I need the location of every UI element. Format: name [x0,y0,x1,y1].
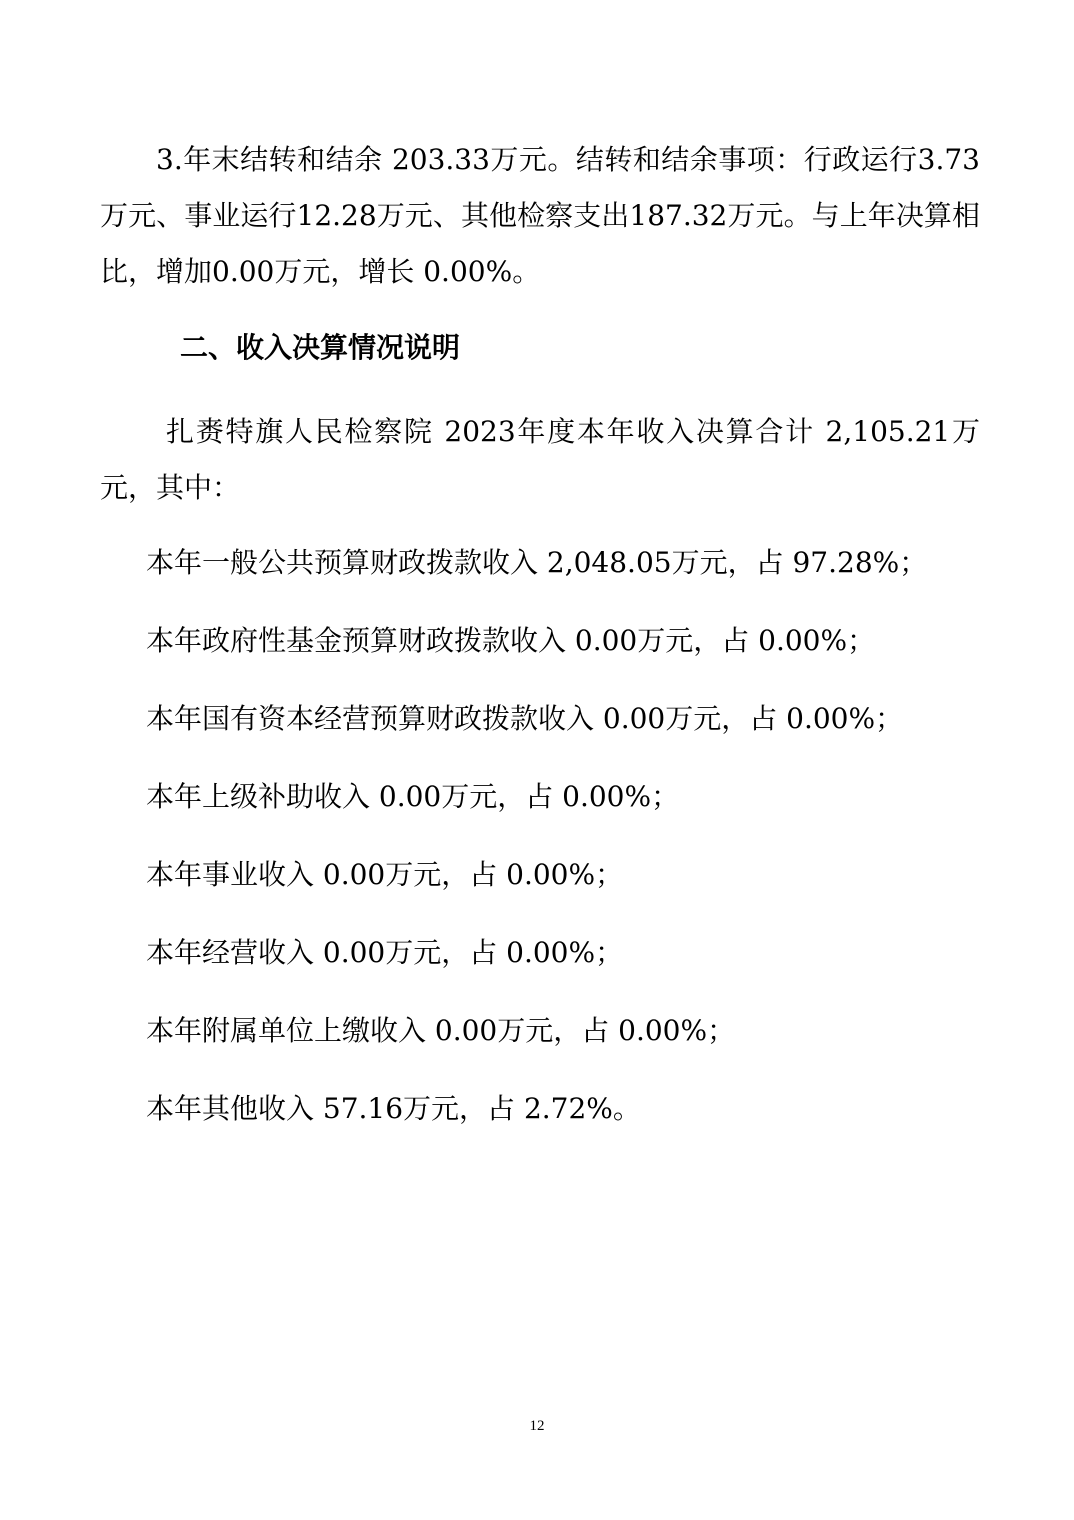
income-item-government-fund: 本年政府性基金预算财政拨款收入 0.00万元，占 0.00%； [146,624,876,657]
income-item-state-capital: 本年国有资本经营预算财政拨款收入 0.00万元，占 0.00%； [146,702,904,735]
income-item-affiliated-units: 本年附属单位上缴收入 0.00万元，占 0.00%； [146,1014,736,1047]
carryover-paragraph: 3.年末结转和结余 203.33万元。结转和结余事项：行政运行3.73万元、事业运行12.28万元、其他检察支出187.32万元。与上年决算相比，增加0.00万元，增长 0.00%。 [100,143,980,288]
section-heading: 二、收入决算情况说明 [180,331,461,364]
page-number: 12 [529,1418,545,1434]
income-item-superior-subsidy: 本年上级补助收入 0.00万元，占 0.00%； [146,780,680,813]
income-item-operating: 本年经营收入 0.00万元，占 0.00%； [146,936,624,969]
income-item-business: 本年事业收入 0.00万元，占 0.00%； [146,858,624,891]
income-intro-paragraph: 扎赉特旗人民检察院 2023年度本年收入决算合计 2,105.21万元，其中： [100,415,980,504]
income-item-other: 本年其他收入 57.16万元，占 2.72%。 [146,1092,641,1125]
income-item-general-budget: 本年一般公共预算财政拨款收入 2,048.05万元，占 97.28%； [146,546,928,579]
